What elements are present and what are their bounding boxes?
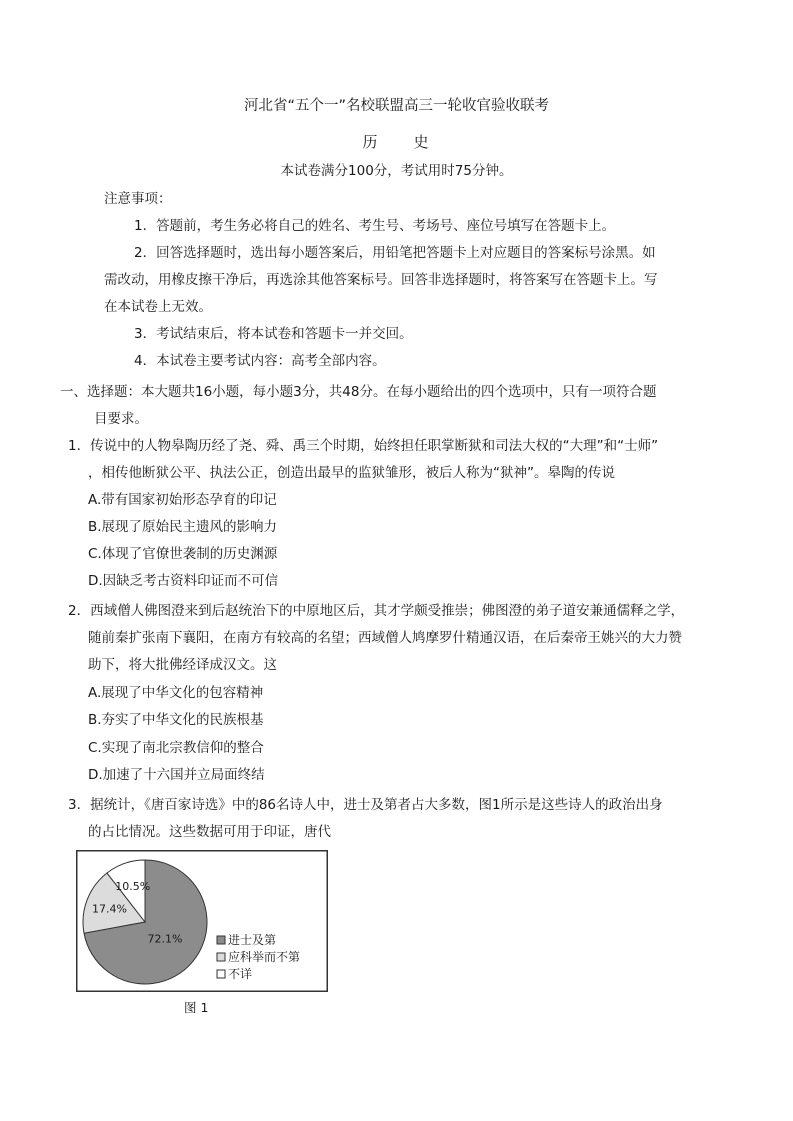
exam-title: 河北省“五个一”名校联盟高三一轮收官验收联考 — [243, 98, 550, 114]
question-1-option-d: D.因缺乏考古资料印证而不可信 — [88, 573, 279, 589]
note-line: 4．本试卷主要考试内容：高考全部内容。 — [134, 353, 386, 369]
pie-chart — [76, 850, 328, 992]
note-line: 3．考试结束后，将本试卷和答题卡一并交回。 — [134, 326, 413, 342]
question-2-option-d: D.加速了十六国并立局面终结 — [88, 767, 265, 783]
slice-value-label: 10.5% — [115, 880, 151, 893]
legend-swatch — [217, 970, 225, 978]
question-1-stem: ，相传他断狱公平、执法公正，创造出最早的监狱雏形，被后人称为“狱神”。皋陶的传说 — [88, 465, 615, 481]
note-line: 2．回答选择题时，选出每小题答案后，用铅笔把答题卡上对应题目的答案标号涂黑。如 — [134, 245, 656, 261]
question-1-option-c: C.体现了官僚世袭制的历史渊源 — [88, 546, 278, 562]
question-2-stem: 随前秦扩张南下襄阳，在南方有较高的名望；西域僧人鸠摩罗什精通汉语，在后秦帝王姚兴的大力赞 — [88, 630, 682, 646]
legend-label: 应科举而不第 — [228, 950, 301, 964]
section-heading: 一、选择题：本大题共16小题，每小题3分，共48分。在每小题给出的四个选项中，只有一项符合题 — [60, 384, 657, 400]
slice-value-label: 17.4% — [92, 902, 127, 916]
question-1-option-a: A.带有国家初始形态孕育的印记 — [88, 492, 277, 508]
legend-swatch — [217, 953, 225, 961]
note-line: 需改动，用橡皮擦干净后，再选涂其他答案标号。回答非选择题时，将答案写在答题卡上。写 — [104, 272, 658, 288]
question-2-stem: 助下，将大批佛经译成汉文。这 — [88, 657, 277, 673]
question-2-stem: 2．西域僧人佛图澄来到后赵统治下的中原地区后，其才学颇受推崇；佛图澄的弟子道安兼通儒释之学， — [68, 603, 685, 619]
question-2-option-b: B.夯实了中华文化的民族根基 — [88, 712, 264, 728]
section-heading-cont: 目要求。 — [94, 411, 148, 427]
question-3-stem: 3．据统计，《唐百家诗选》中的86名诗人中，进士及第者占大多数，图1所示是这些诗人的政治出身 — [68, 797, 663, 813]
question-3-stem: 的占比情况。这些数据可用于印证，唐代 — [88, 824, 331, 840]
legend-swatch — [217, 936, 225, 944]
subject-title: 历 史 — [362, 133, 431, 151]
question-2-option-a: A.展现了中华文化的包容精神 — [88, 685, 264, 701]
notes-heading: 注意事项： — [104, 191, 172, 207]
note-line: 1．答题前，考生务必将自己的姓名、考生号、考场号、座位号填写在答题卡上。 — [134, 218, 616, 234]
figure-caption: 图 1 — [184, 1000, 209, 1015]
legend-label: 进士及第 — [228, 933, 277, 947]
question-1-stem: 1．传说中的人物皋陶历经了尧、舜、禹三个时期，始终担任职掌断狱和司法大权的“大理”和“士师” — [68, 438, 659, 454]
legend-label: 不详 — [228, 967, 253, 981]
note-line: 在本试卷上无效。 — [104, 299, 212, 315]
question-2-option-c: C.实现了南北宗教信仰的整合 — [88, 740, 264, 756]
question-1-option-b: B.展现了原始民主遗风的影响力 — [88, 519, 278, 535]
score-info: 本试卷满分100分，考试用时75分钟。 — [280, 163, 513, 179]
slice-value-label: 72.1% — [147, 932, 183, 946]
